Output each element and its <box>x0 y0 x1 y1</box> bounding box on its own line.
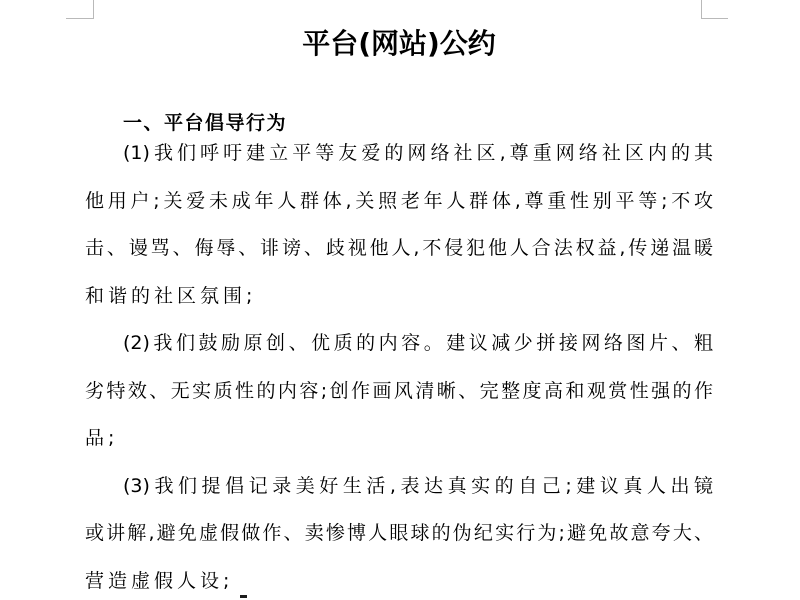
margin-crop-mark-top-right-vertical <box>701 0 702 18</box>
margin-crop-mark-top-left-vertical <box>93 0 94 18</box>
paragraph-line: 击、谩骂、侮辱、诽谤、歧视他人,不侵犯他人合法权益,传递温暖 <box>85 237 713 259</box>
paragraph-line: 和谐的社区氛围; <box>85 284 257 307</box>
clipped-next-line-fragment <box>240 595 247 598</box>
margin-crop-mark-top-right-horizontal <box>701 18 728 19</box>
section-heading: 一、平台倡导行为 <box>123 112 288 134</box>
paragraph-line: (3)我们提倡记录美好生活,表达真实的自己;建议真人出镜 <box>123 474 713 497</box>
paragraph-line: (1)我们呼吁建立平等友爱的网络社区,尊重网络社区内的其 <box>123 142 713 164</box>
paragraph-line: 或讲解,避免虚假做作、卖惨博人眼球的伪纪实行为;避免故意夸大、 <box>85 522 713 544</box>
document-body <box>85 130 713 600</box>
paragraph-line: 劣特效、无实质性的内容;创作画风清晰、完整度高和观赏性强的作 <box>85 379 713 402</box>
document-title: 平台(网站)公约 <box>302 27 496 60</box>
margin-crop-mark-top-left-horizontal <box>66 18 94 19</box>
paragraph-line: (2)我们鼓励原创、优质的内容。建议减少拼接网络图片、粗 <box>123 332 713 354</box>
paragraph-line: 他用户;关爱未成年人群体,关照老年人群体,尊重性别平等;不攻 <box>85 189 713 212</box>
paragraph-line: 品; <box>85 427 119 449</box>
paragraph-line: 营造虚假人设; <box>85 569 234 592</box>
